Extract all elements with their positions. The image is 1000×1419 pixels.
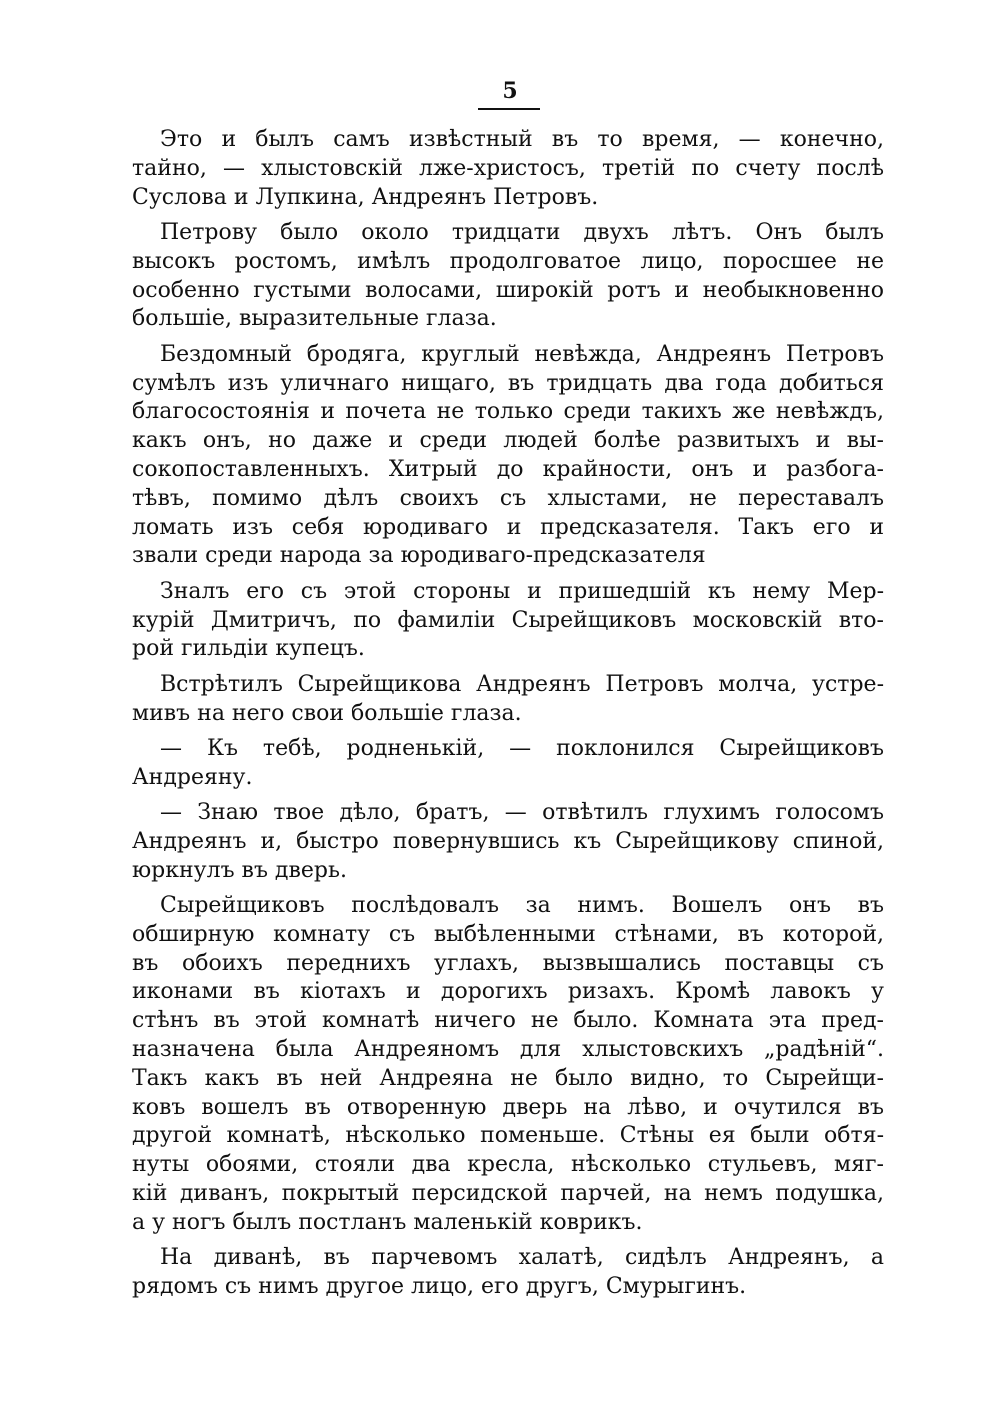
text-line: обширную комнату съ выбѣленными стѣнами, въ которой, [132,921,884,947]
text-line: Такъ какъ въ ней Андреяна не было видно, то Сырейщи- [132,1065,884,1091]
text-line: благосостоянія и почета не только среди такихъ же невѣждъ, [132,399,884,425]
text-line: тѣвъ, помимо дѣлъ своихъ съ хлыстами, не переставалъ [132,485,884,511]
page-number-rule [478,108,540,110]
paragraph [132,892,884,1238]
text-line: — Къ тебѣ, родненькій, — поклонился Сырейщиковъ [160,735,884,761]
paragraph [132,799,884,885]
text-line: — Знаю твое дѣло, братъ, — отвѣтилъ глухимъ голосомъ [160,800,884,826]
text-line: назначена была Андреяномъ для хлыстовскихъ „радѣній“. [132,1037,884,1063]
text-line: юркнулъ въ дверь. [132,857,347,883]
text-line: курій Дмитричъ, по фамиліи Сырейщиковъ московскій вто- [132,607,884,633]
text-line: мивъ на него свои большіе глаза. [132,700,522,726]
text-line: нуты обоями, стояли два кресла, нѣсколько стульевъ, мяг- [132,1152,884,1178]
text-body [132,126,884,1302]
text-line: Андреяну. [132,764,253,790]
text-line: На диванѣ, въ парчевомъ халатѣ, сидѣлъ Андреянъ, а [160,1245,884,1271]
text-line: Встрѣтилъ Сырейщикова Андреянъ Петровъ молча, устре- [160,671,884,697]
text-line: большіе, выразительные глаза. [132,306,497,332]
text-line: ковъ вошелъ въ отворенную дверь на лѣво, и очутился въ [132,1094,884,1120]
text-line: тайно, — хлыстовскій лже-христосъ, третій по счету послѣ [132,155,884,181]
text-line: другой комнатѣ, нѣсколько поменьше. Стѣны ея были обтя- [132,1123,884,1149]
text-line: Зналъ его съ этой стороны и пришедшій къ нему Мер- [160,578,884,604]
paragraph [132,671,884,729]
text-line: въ обоихъ переднихъ углахъ, вызвышались поставцы съ [132,950,884,976]
paragraph [132,735,884,793]
paragraph [132,1244,884,1302]
text-line: какъ онъ, но даже и среди людей болѣе развитыхъ и вы- [132,428,884,454]
text-line: Суслова и Лупкина, Андреянъ Петровъ. [132,184,599,210]
text-line: кій диванъ, покрытый персидской парчей, на немъ подушка, [132,1181,884,1207]
text-line: рой гильдіи купецъ. [132,636,365,662]
text-line: сокопоставленныхъ. Хитрый до крайности, онъ и разбога- [132,456,884,482]
paragraph [132,578,884,664]
text-line: иконами въ кіотахъ и дорогихъ ризахъ. Кромѣ лавокъ у [132,979,884,1005]
text-line: Андреянъ и, быстро повернувшись къ Сырейщикову спиной, [132,828,884,854]
text-line: звали среди народа за юродиваго-предсказателя [132,543,706,569]
text-line: а у ногъ былъ постланъ маленькій коврикъ. [132,1209,643,1235]
paragraph [132,219,884,334]
text-line: особенно густыми волосами, широкій ротъ и необыкновенно [132,277,884,303]
text-line: Петрову было около тридцати двухъ лѣтъ. Онъ былъ [160,219,884,245]
text-line: сумѣлъ изъ уличнаго нищаго, въ тридцать два года добиться [132,370,884,396]
text-line: ломать изъ себя юродиваго и предсказателя. Такъ его и [132,514,884,540]
text-line: Это и былъ самъ извѣстный въ то время, — конечно, [160,127,884,152]
paragraph [132,341,884,571]
text-line: Бездомный бродяга, круглый невѣжда, Андреянъ Петровъ [160,341,884,367]
paragraph [132,126,884,212]
text-line: стѣнъ въ этой комнатѣ ничего не было. Комната эта пред- [132,1008,884,1034]
text-line: Сырейщиковъ послѣдовалъ за нимъ. Вошелъ онъ въ [160,893,884,919]
text-line: рядомъ съ нимъ другое лицо, его другъ, Смурыгинъ. [132,1274,747,1300]
page-number: 5 [502,78,518,104]
text-line: высокъ ростомъ, имѣлъ продолговатое лицо, поросшее не [132,248,884,274]
